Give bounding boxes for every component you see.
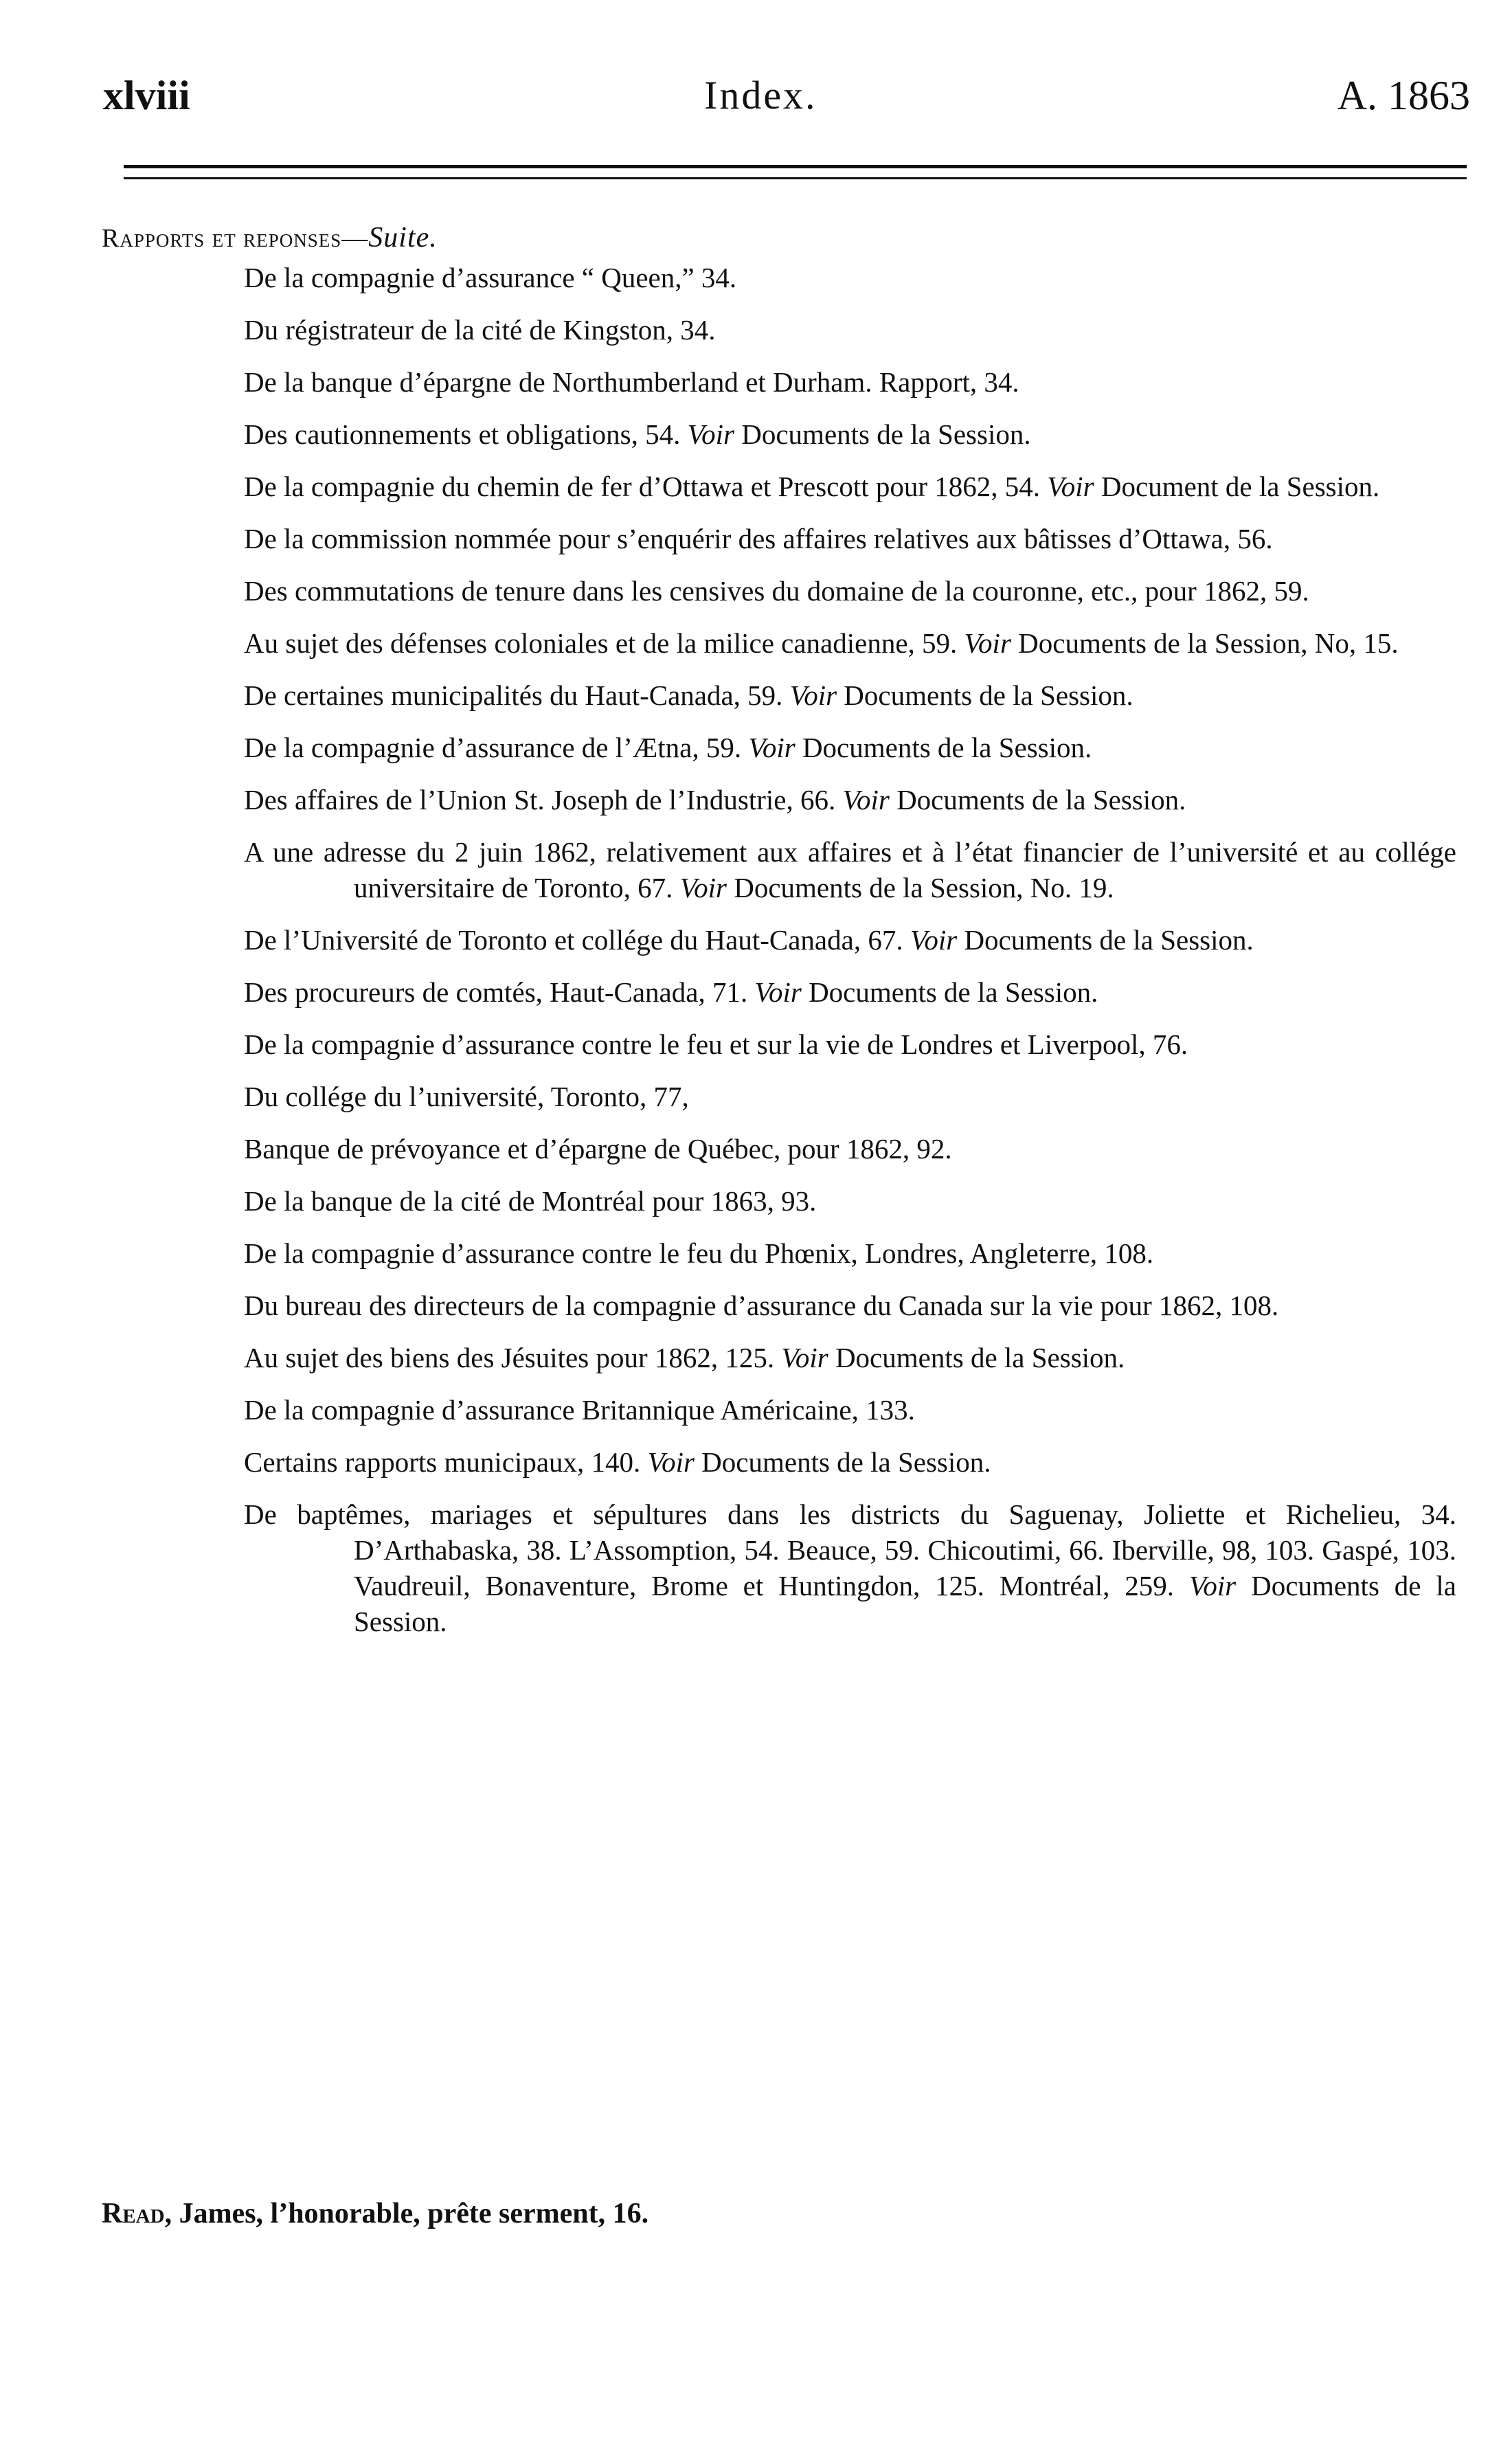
- running-title: Index.: [704, 73, 817, 117]
- index-entry: [244, 730, 1456, 765]
- index-entry: [244, 1340, 1456, 1375]
- entry-text: De la compagnie d’assurance “ Queen,” 34.: [244, 262, 737, 293]
- section-heading-text: Rapports et reponses—: [102, 224, 369, 253]
- index-entry: [244, 922, 1456, 958]
- index-entry: [244, 521, 1456, 557]
- index-entry: [244, 469, 1456, 504]
- index-entry: [244, 677, 1456, 713]
- entry-voir: Voir: [679, 872, 727, 903]
- entry-voir: Voir: [687, 418, 734, 450]
- index-entry: [244, 312, 1456, 348]
- entry-reference: Documents de la Session.: [734, 418, 1031, 450]
- entry-text: De la commission nommée pour s’enquérir des affaires relatives aux bâtisses d’Ottawa, 56.: [244, 523, 1273, 554]
- entry-reference: Documents de la Session.: [889, 784, 1186, 816]
- index-entry: [244, 1496, 1456, 1639]
- entry-voir: Voir: [964, 627, 1011, 659]
- entry-voir: Voir: [1047, 471, 1094, 502]
- read-entry-name: Read: [102, 2198, 165, 2229]
- entry-reference: Documents de la Session.: [828, 1342, 1125, 1373]
- entry-voir: Voir: [842, 784, 890, 816]
- index-entry: [244, 1079, 1456, 1114]
- entry-text: De la compagnie d’assurance de l’Ætna, 59.: [244, 732, 749, 763]
- entry-text: Des affaires de l’Union St. Joseph de l’Industrie, 66.: [244, 784, 843, 816]
- index-entry: [244, 1026, 1456, 1062]
- entry-text: De certaines municipalités du Haut-Canada, 59.: [244, 679, 790, 711]
- index-entry: [244, 1183, 1456, 1219]
- entry-reference: Documents de la Session, No, 15.: [1011, 627, 1399, 659]
- entry-text: Banque de prévoyance et d’épargne de Québec, pour 1862, 92.: [244, 1133, 952, 1165]
- entry-text: Au sujet des biens des Jésuites pour 1862, 125.: [244, 1342, 782, 1373]
- entry-reference: Documents de la Session.: [354, 1570, 1456, 1637]
- entry-voir: Voir: [754, 976, 802, 1008]
- entry-reference: Documents de la Session, No. 19.: [726, 872, 1114, 903]
- entry-reference: Documents de la Session.: [694, 1446, 991, 1478]
- entry-voir: Voir: [647, 1446, 695, 1478]
- entry-reference: Documents de la Session.: [801, 976, 1098, 1008]
- entry-text: Des cautionnements et obligations, 54.: [244, 418, 688, 450]
- entry-text: Au sujet des défenses coloniales et de la milice canadienne, 59.: [244, 627, 964, 659]
- entry-reference: Documents de la Session.: [957, 924, 1254, 956]
- entry-voir: Voir: [1188, 1570, 1237, 1602]
- entry-text: Des procureurs de comtés, Haut-Canada, 71.: [244, 976, 755, 1008]
- index-entry: [244, 416, 1456, 452]
- entry-text: De l’Université de Toronto et collége du Haut-Canada, 67.: [244, 924, 910, 956]
- entry-reference: Documents de la Session.: [795, 732, 1092, 763]
- entry-text: De la compagnie d’assurance Britannique Américaine, 133.: [244, 1394, 915, 1426]
- entry-text: De la banque de la cité de Montréal pour 1863, 93.: [244, 1185, 817, 1217]
- index-entry-list: [244, 260, 1456, 1656]
- entry-text: De la banque d’épargne de Northumberland et Durham. Rapport, 34.: [244, 366, 1019, 398]
- page-number: xlviii: [103, 73, 190, 118]
- read-entry-text: , James, l’honorable, prête serment, 16.: [164, 2198, 649, 2229]
- index-entry: [244, 1444, 1456, 1480]
- entry-voir: Voir: [910, 924, 958, 956]
- index-entry: [244, 782, 1456, 818]
- entry-text: A une adresse du 2 juin 1862, relativement aux affaires et à l’état financier de l’université et au collége universitaire de Toronto, 67.: [244, 836, 1456, 903]
- entry-text: De la compagnie d’assurance contre le feu du Phœnix, Londres, Angleterre, 108.: [244, 1237, 1154, 1269]
- entry-text: Certains rapports municipaux, 140.: [244, 1446, 648, 1478]
- entry-reference: Documents de la Session.: [837, 679, 1133, 711]
- index-entry: [244, 364, 1456, 400]
- index-entry: [244, 625, 1456, 661]
- entry-reference: Document de la Session.: [1094, 471, 1380, 502]
- section-heading: [102, 221, 438, 254]
- entry-voir: Voir: [748, 732, 796, 763]
- entry-text: De la compagnie d’assurance contre le feu et sur la vie de Londres et Liverpool, 76.: [244, 1029, 1188, 1060]
- index-entry: [244, 1288, 1456, 1323]
- year-label: A. 1863: [1337, 73, 1470, 118]
- entry-text: De baptêmes, mariages et sépultures dans les districts du Saguenay, Joliette et Richelieu, 34. D’Arthabaska, 38. L’Assomption, 54. Beauce, 59. Chicoutimi, 66. Iberville, 98, 103. Gaspé, 103. Vaudreuil, Bonaventure, Brome et Huntingdon, 125. Montréal, 259.: [244, 1498, 1456, 1602]
- entry-text: De la compagnie du chemin de fer d’Ottawa et Prescott pour 1862, 54.: [244, 471, 1048, 502]
- entry-text: Du collége du l’université, Toronto, 77,: [244, 1081, 689, 1112]
- index-entry: [244, 1392, 1456, 1428]
- section-heading-suffix: Suite.: [368, 222, 438, 254]
- index-entry: [244, 260, 1456, 295]
- index-entry: [244, 573, 1456, 609]
- entry-text: Du bureau des directeurs de la compagnie d’assurance du Canada sur la vie pour 1862, 108.: [244, 1290, 1279, 1321]
- entry-text: Du régistrateur de la cité de Kingston, 34.: [244, 314, 716, 346]
- page-header: [103, 72, 1470, 134]
- index-entry: [244, 974, 1456, 1010]
- index-entry: [244, 1235, 1456, 1271]
- index-entry-read: [102, 2197, 648, 2230]
- entry-voir: Voir: [789, 679, 837, 711]
- entry-text: Des commutations de tenure dans les censives du domaine de la couronne, etc., pour 1862, 59.: [244, 575, 1309, 607]
- header-rule-thin: [124, 177, 1467, 179]
- entry-voir: Voir: [781, 1342, 828, 1373]
- index-entry: [244, 834, 1456, 906]
- header-rule-thick: [124, 165, 1467, 168]
- index-entry: [244, 1131, 1456, 1167]
